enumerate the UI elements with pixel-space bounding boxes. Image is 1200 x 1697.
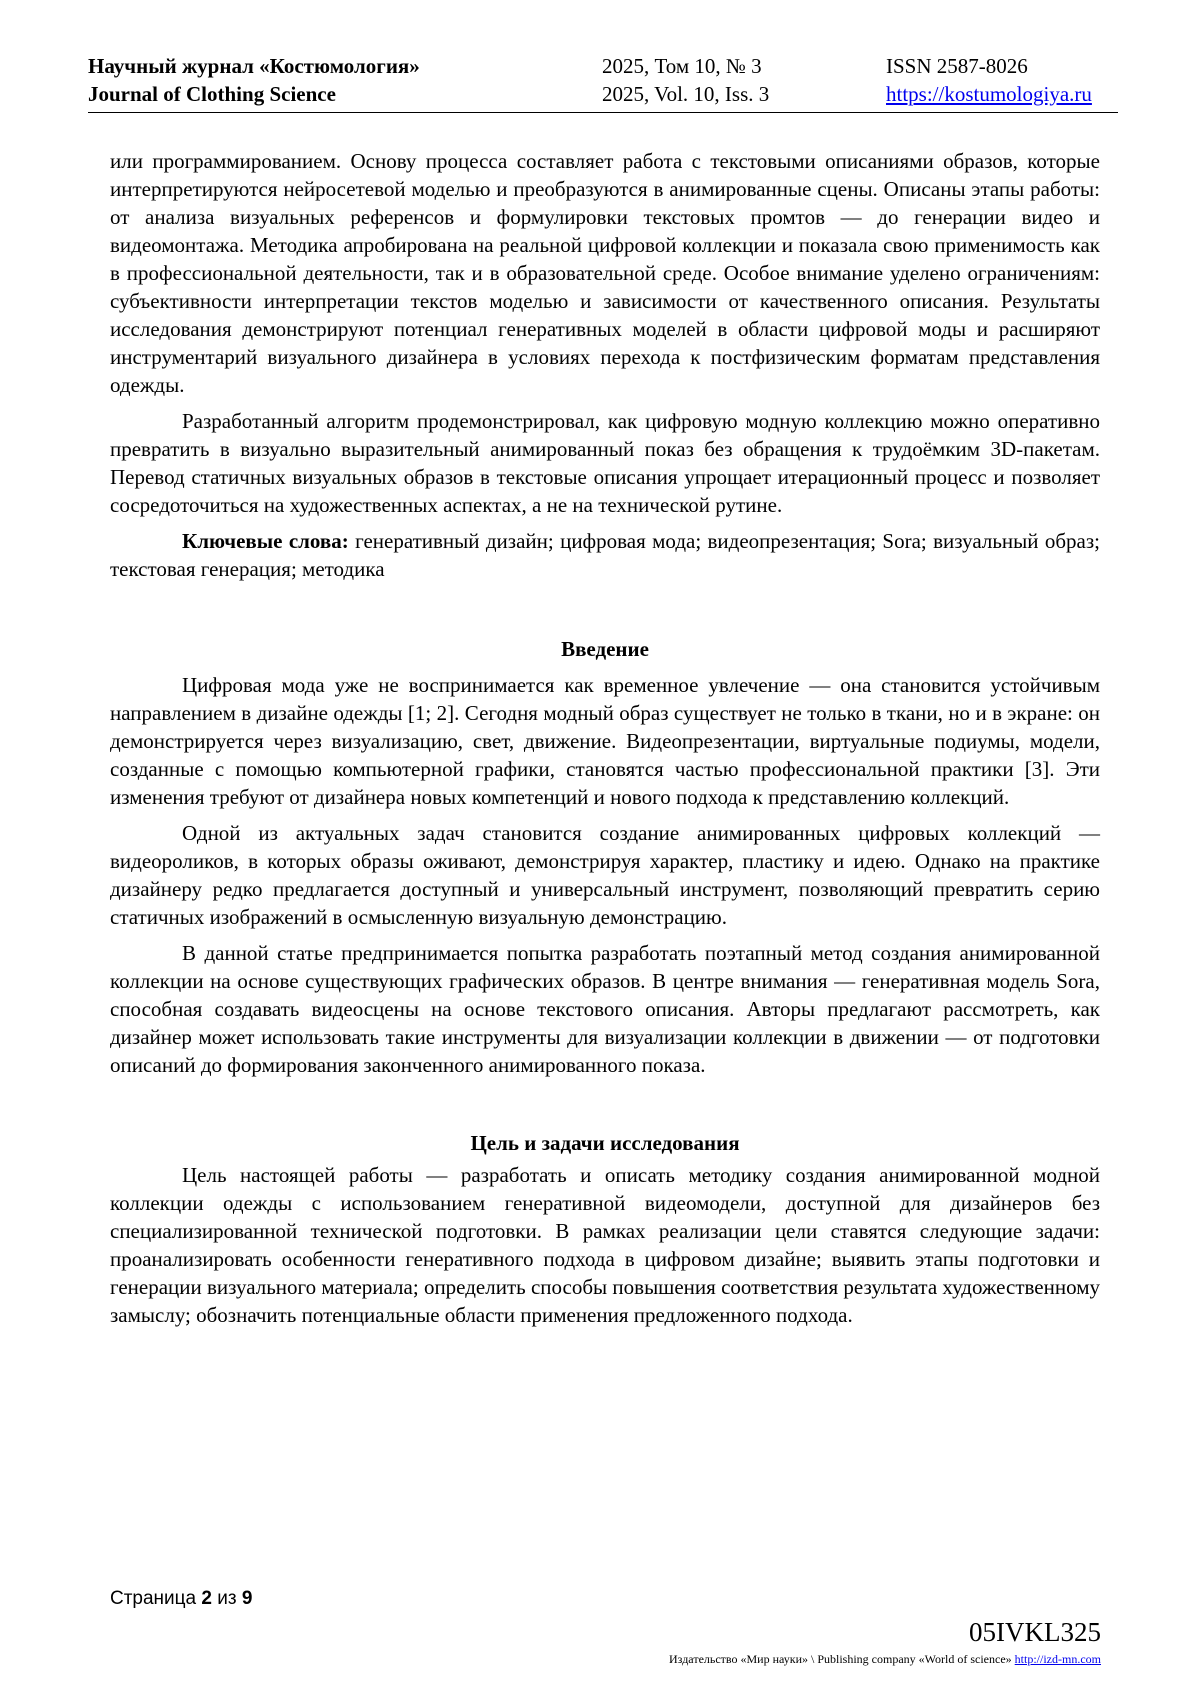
publisher-link[interactable]: http://izd-mn.com (1014, 1652, 1101, 1666)
intro-paragraph: Одной из актуальных задач становится создание анимированных цифровых коллекций — видеороликов, в которых образы оживают, демонстрируя характер, пластику и идею. Однако на практике дизайнеру редко предлагается доступный и универсальный инструмент, позволяющий превратить серию статичных изображений в осмысленную визуальную демонстрацию. (110, 821, 1100, 929)
keywords (110, 527, 1100, 583)
abstract-paragraph: или программированием. Основу процесса составляет работа с текстовыми описаниями образов, которые интерпретируются нейросетевой моделью и преобразуются в анимированные сцены. Описаны этапы работы: от анализа визуальных референсов и формулировки текстовых промтов — до генерации видео и видеомонтажа. Методика апробирована на реальной цифровой коллекции и показала свою применимость как в профессиональной деятельности, так и в образовательной среде. Особое внимание уделено ограничениям: субъективности интерпретации текстов моделью и зависимости от качественного описания. Результаты исследования демонстрируют потенциал генеративных моделей в области цифровой моды и расширяют инструментарий визуального дизайнера в условиях перехода к постфизическим форматам представления одежды. (110, 149, 1100, 397)
section-heading-goal: Цель и задачи исследования (470, 1131, 740, 1155)
journal-name-en: Journal of Clothing Science (88, 82, 336, 106)
journal-ids (886, 52, 1092, 108)
publisher-line: Издательство «Мир науки» \ Publishing company «World of science» http://izd-mn.com (669, 1652, 1101, 1666)
journal-url-link[interactable]: https://kostumologiya.ru (886, 82, 1092, 106)
article-body (110, 147, 1100, 1329)
journal-title (88, 52, 420, 108)
journal-name-ru: Научный журнал «Костюмология» (88, 54, 420, 78)
article-code: 05IVKL325 (969, 1617, 1101, 1647)
issue-info (602, 52, 769, 108)
goal-paragraph: Цель настоящей работы — разработать и описать методику создания анимированной модной коллекции одежды с использованием генеративной видеомодели, доступной для дизайнеров без специализированной технической подготовки. В рамках реализации цели ставятся следующие задачи: проанализировать особенности генеративного подхода в цифровом дизайне; выявить этапы подготовки и генерации визуального материала; определить способы повышения соответствия результата художественному замыслу; обозначить потенциальные области применения предложенного подхода. (110, 1163, 1100, 1327)
intro-paragraph: В данной статье предпринимается попытка разработать поэтапный метод создания анимированной коллекции на основе существующих графических образов. В центре внимания — генеративная модель Sora, способная создавать видеосцены на основе текстового описания. Авторы предлагают рассмотреть, как дизайнер может использовать такие инструменты для визуализации коллекции в движении — от подготовки описаний до формирования законченного анимированного показа. (110, 941, 1100, 1077)
section-heading-introduction: Введение (561, 637, 649, 661)
issn: ISSN 2587-8026 (886, 54, 1028, 78)
issue-ru: 2025, Том 10, № 3 (602, 54, 762, 78)
intro-paragraph: Цифровая мода уже не воспринимается как временное увлечение — она становится устойчивым направлением в дизайне одежды [1; 2]. Сегодня модный образ существует не только в ткани, но и в экране: он демонстрируется через визуализацию, свет, движение. Видеопрезентации, виртуальные подиумы, модели, созданные с помощью компьютерной графики, становятся частью профессиональной практики [3]. Эти изменения требуют от дизайнера новых компетенций и нового подхода к представлению коллекций. (110, 673, 1100, 809)
abstract-paragraph: Разработанный алгоритм продемонстрировал, как цифровую модную коллекцию можно оперативно превратить в визуально выразительный анимированный показ без обращения к трудоёмким 3D-пакетам. Перевод статичных визуальных образов в текстовые описания упрощает итерационный процесс и позволяет сосредоточиться на художественных аспектах, а не на технической рутине. (110, 409, 1100, 517)
page-header (88, 52, 1118, 113)
keywords-label: Ключевые слова: (182, 529, 349, 553)
issue-en: 2025, Vol. 10, Iss. 3 (602, 82, 770, 106)
page-number: Страница 2 из 9 (110, 1588, 253, 1609)
keywords-list: генеративный дизайн; цифровая мода; видеопрезентация; Sora; визуальный образ; текстовая генерация; методика (110, 529, 1100, 581)
